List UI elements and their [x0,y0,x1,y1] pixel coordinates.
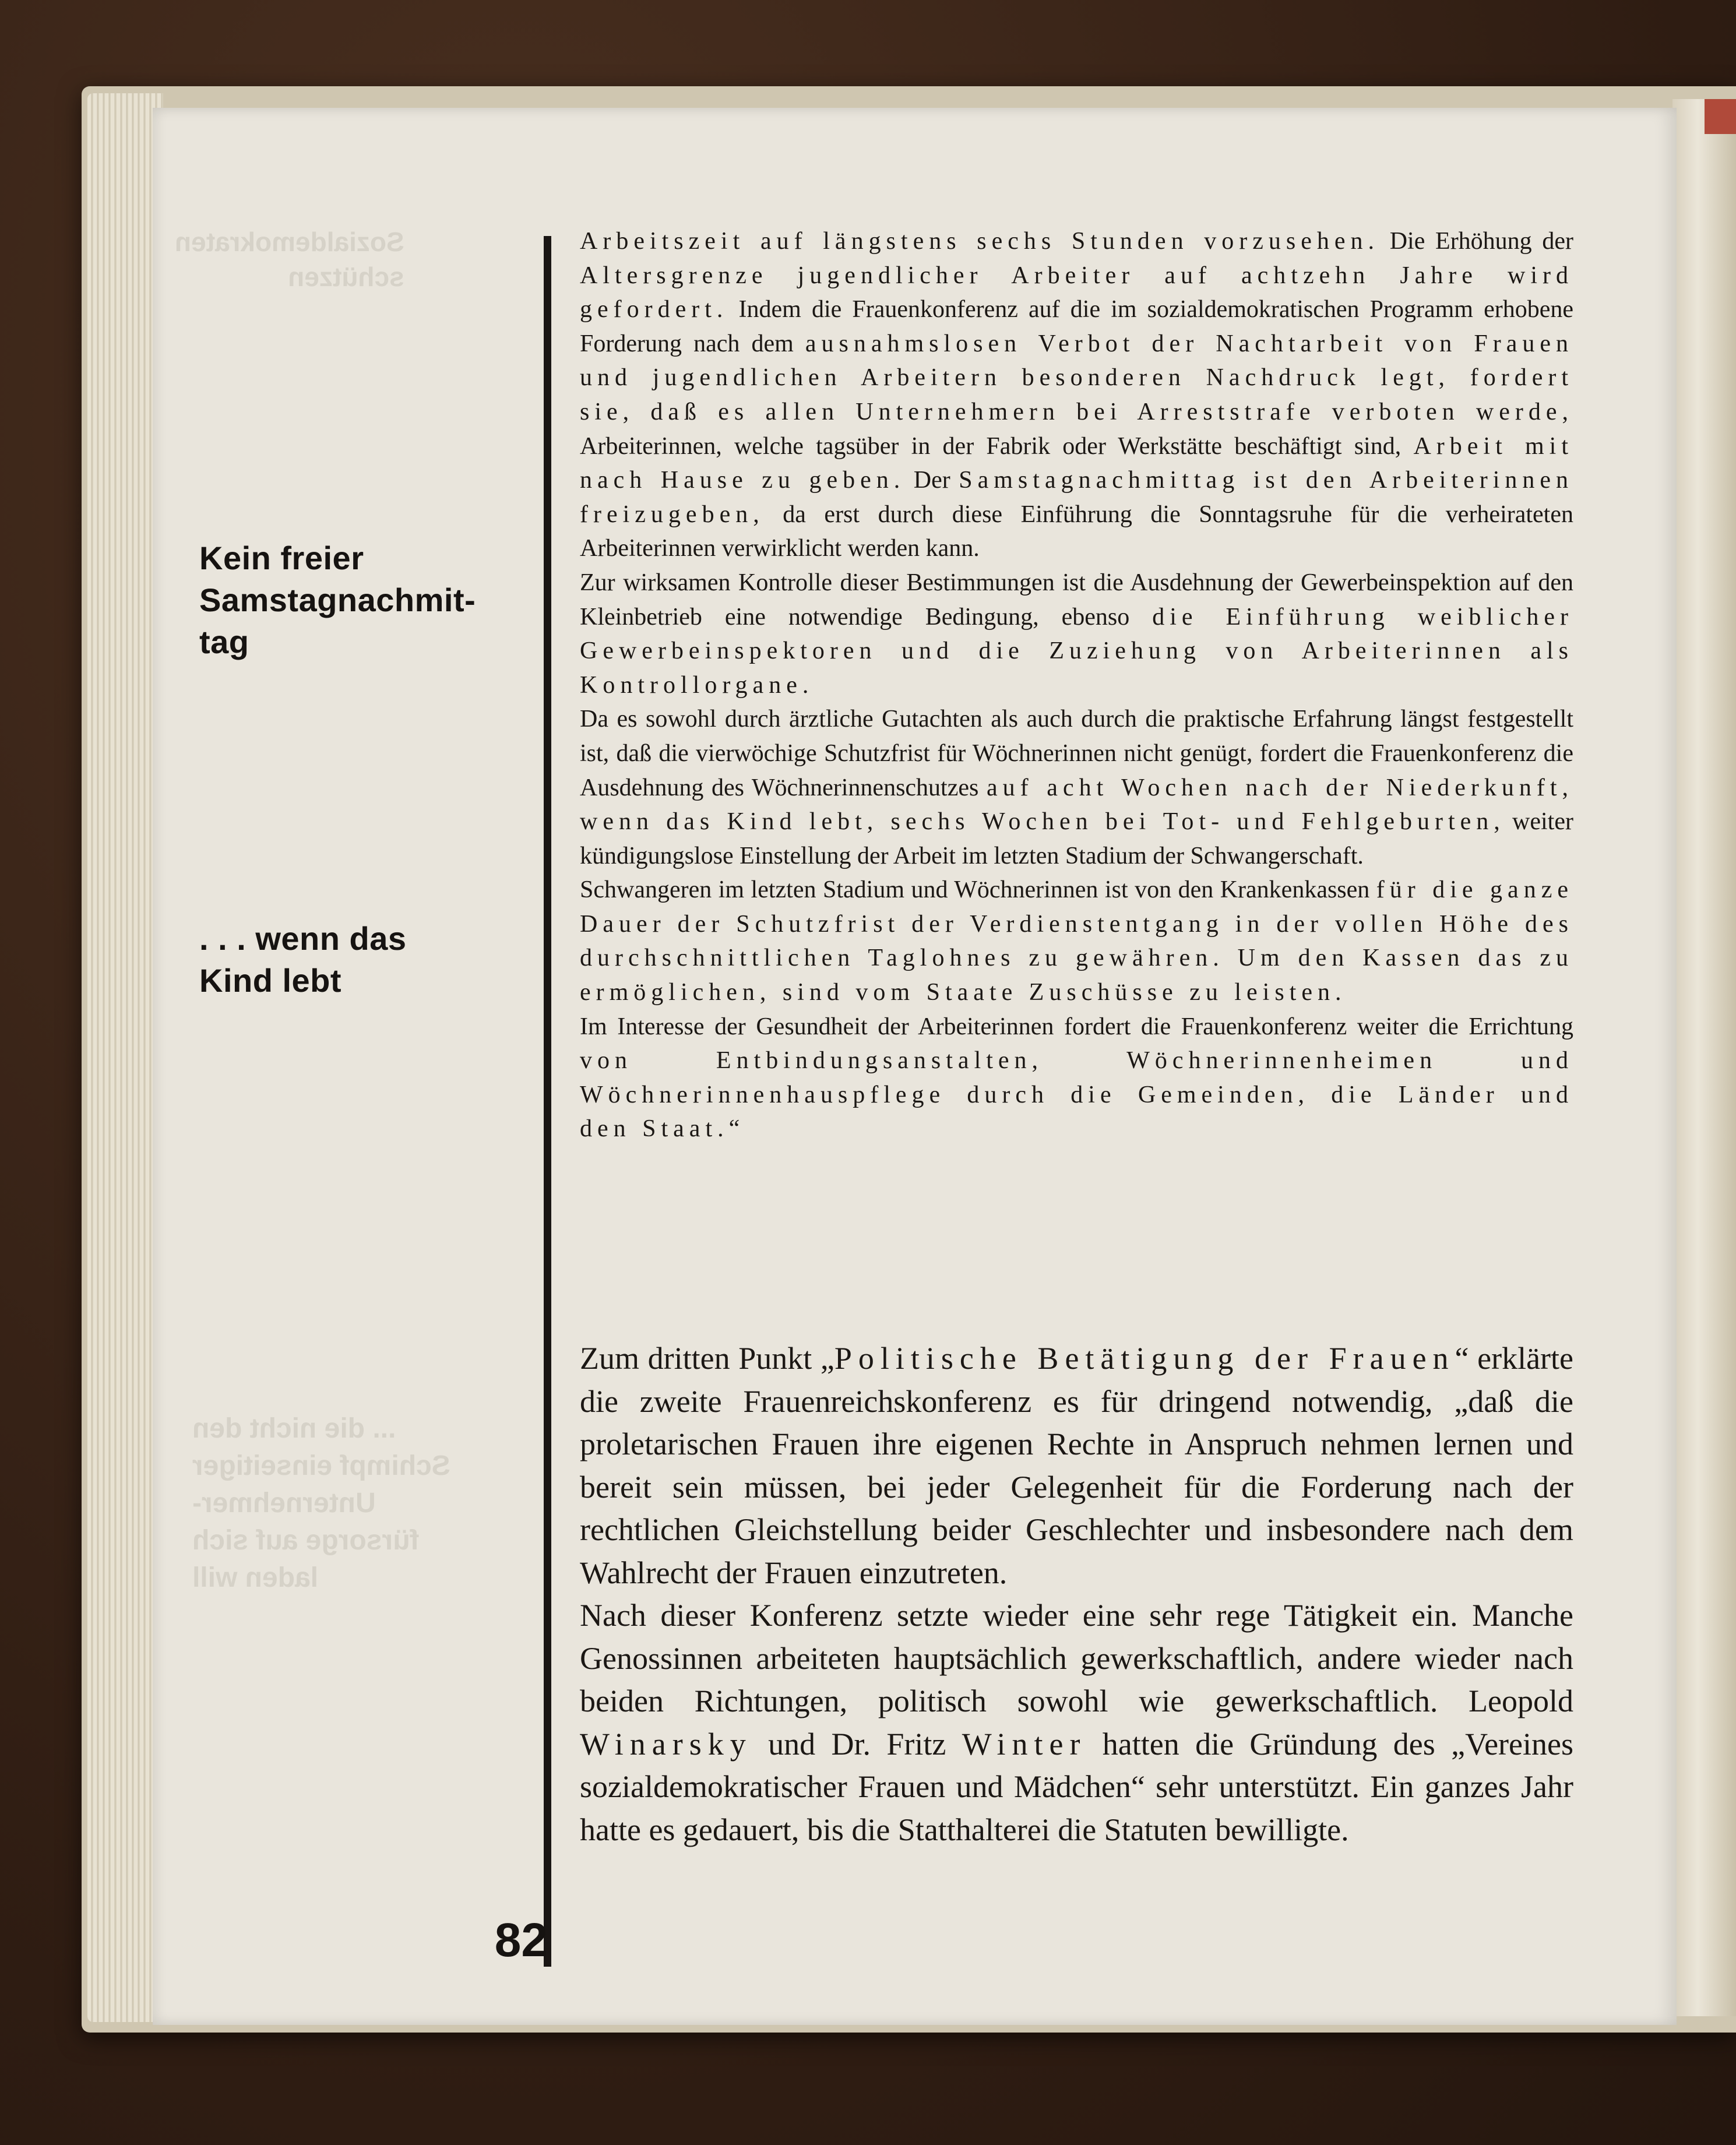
spaced-emphasis-text: von Entbindungsanstalten, Wöchnerinnenheimen und Wöchnerinnenhauspflege durch die Gemeinden, die Länder und den Staat.“ [580,1047,1573,1143]
paragraph [580,702,1573,873]
quoted-demands [580,224,1573,1146]
text-run: hatten die Gründung des „Vereines sozialdemokratischer Frauen und Mädchen“ sehr unterstützt. Ein ganzes Jahr hatte es gedauert, bis die Statthalterei die Statuten bewilligte. [580,1726,1573,1847]
text-run: Im Interesse der Gesundheit der Arbeiterinnen fordert die Frauenkonferenz weiter die Errichtung [580,1013,1573,1040]
text-run: Zur wirksamen Kontrolle dieser Bestimmungen ist die Ausdehnung der Gewerbeinspektion auf den Kleinbetrieb eine notwendige Bedingung, ebenso [580,569,1573,631]
spaced-emphasis-text: Winarsky [580,1726,752,1762]
spaced-emphasis-text: Politische Betätigung der Frauen [834,1341,1455,1376]
spaced-emphasis-text: Samstagnachmittag ist den Arbeiterinnen freizugeben, [580,467,1574,528]
text-run: Nach dieser Konferenz setzte wieder eine sehr rege Tätigkeit ein. Manche Genossinnen arbeiteten hauptsächlich gewerkschaftlich, andere wieder nach beiden Richtungen, politisch sowohl wie gewerkschaftlich. Leopold [580,1598,1573,1718]
show-through-text: Sozialdemokraten schützen [175,227,404,292]
text-run: Der [905,467,959,494]
paragraph [580,1337,1573,1594]
spaced-emphasis-text: Winter [962,1726,1087,1762]
page-edges [87,93,163,2022]
vertical-rule [544,236,551,1967]
text-run: da erst durch diese Einführung die Sonntagsruhe für die verheirateten Arbeiterinnen verwirklicht werden kann. [580,501,1573,562]
text-run: Indem die Frauenkonferenz auf die im sozialdemokratischen Programm erhobene Forderung nach dem [580,296,1573,357]
spaced-emphasis-text: für die ganze Dauer der Schutzfrist der Verdienstentgang in der vollen Höhe des durchschnittlichen Taglohnes zu gewähren. Um den Kassen das zu ermöglichen, sind vom Staate Zuschüsse zu leisten. [580,876,1573,1006]
spaced-emphasis-text: auf acht Wochen nach der Niederkunft, wenn das Kind lebt, sechs Wochen bei Tot- und Fehlgeburten, [580,774,1573,836]
text-run: Schwangeren im letzten Stadium und Wöchnerinnen ist von den Krankenkassen [580,876,1376,904]
spaced-emphasis-text: Arbeit mit nach Hause zu geben. [580,432,1573,494]
facing-page-edge [1672,99,1736,2016]
show-through-text: ... die nicht den Schimpf einseitiger Unternehmer- fürsorge auf sich laden will [192,1413,450,1593]
paragraph [580,224,1573,566]
side-heading-samstag: Kein freier Samstagnachmit- tag [199,540,476,660]
side-heading-kind-lebt: . . . wenn das Kind lebt [199,920,407,999]
spaced-emphasis-text: Arbeitszeit auf längstens sechs Stunden vorzusehen. [580,228,1380,255]
text-run: und Dr. Fritz [752,1726,962,1762]
spaced-emphasis-text: Altersgrenze jugendlicher Arbeiter auf achtzehn Jahre wird gefordert. [580,262,1573,323]
text-run: Arbeiterinnen, welche tagsüber in der Fabrik oder Werkstätte beschäftigt sind, [580,432,1414,460]
page-number: 82 [494,1914,548,1967]
paragraph [580,566,1573,702]
facing-page-marker [1705,99,1736,134]
text-run: Die Erhöhung der [1379,228,1573,255]
text-run: “ erklärte die zweite Frauenreichskonferenz es für dringend notwendig, „daß die proletarischen Frauen ihre eigenen Rechte in Anspruch nehmen lernen und bereit sein müssen, bei jeder Gelegenheit für die Forderung nach der rechtlichen Gleichstellung beider Geschlechter und insbesondere nach dem Wahlrecht der Frauen einzutreten. [580,1341,1573,1590]
spaced-emphasis-text: die Einführung weiblicher Gewerbeinspektoren und die Zuziehung von Arbeiterinnen als Kontrollorgane. [580,603,1574,699]
text-run: weiter kündigungslose Einstellung der Arbeit im letzten Stadium der Schwangerschaft. [580,808,1573,869]
text-run: Zum dritten Punkt „ [580,1341,834,1376]
text-run: Da es sowohl durch ärztliche Gutachten als auch durch die praktische Erfahrung längst festgestellt ist, daß die vierwöchige Schutzfrist für Wöchnerinnen nicht genügt, fordert die Frauenkonferenz die Ausdehnung des Wöchnerinnenschutzes [580,706,1573,801]
paragraph [580,1594,1573,1851]
paragraph [580,1010,1573,1146]
spaced-emphasis-text: ausnahmslosen Verbot der Nachtarbeit von Frauen und jugendlichen Arbeitern besonderen Nachdruck legt, fordert sie, daß es allen Unternehmern bei Arreststrafe verboten werde, [580,330,1573,425]
main-text [580,1337,1573,1851]
paragraph [580,873,1573,1009]
